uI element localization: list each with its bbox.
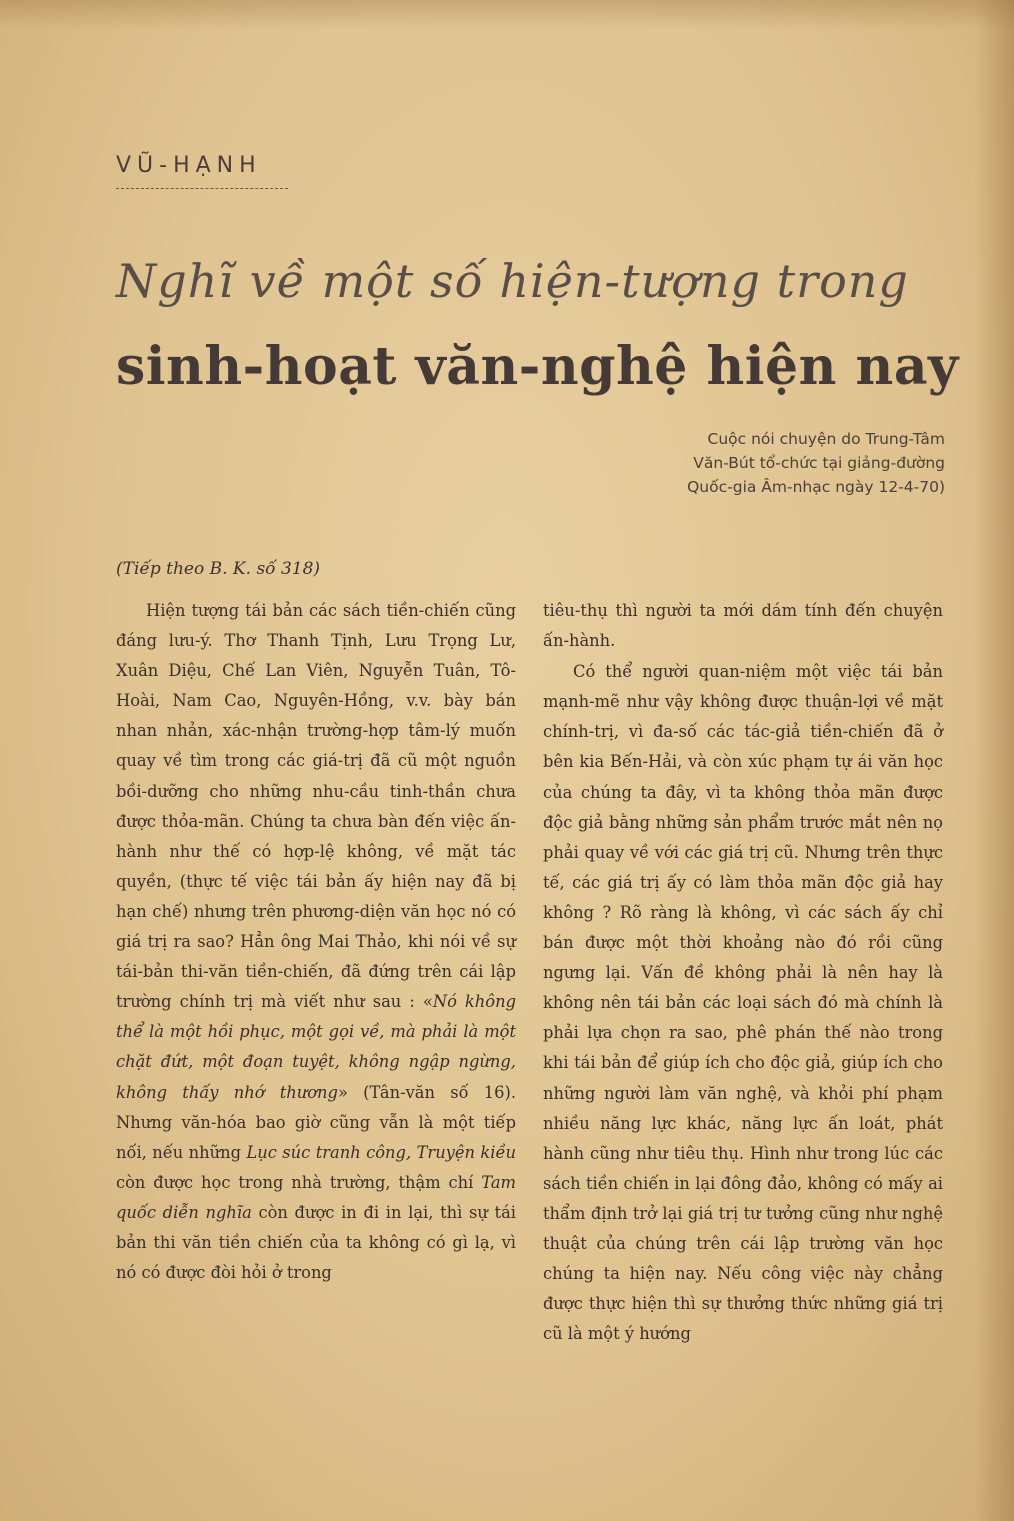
article-subtitle xyxy=(560,427,945,499)
book-title: Lục súc tranh công, Truyện kiều xyxy=(246,1142,516,1162)
subtitle-line-2: Văn-Bút tổ-chức tại giảng-đường xyxy=(693,454,945,472)
continued-from-note: (Tiếp theo B. K. số 318) xyxy=(116,559,321,579)
subtitle-line-1: Cuộc nói chuyện do Trung-Tâm xyxy=(707,430,945,448)
text-run: Hiện tượng tái bản các sách tiền-chiến cũng đáng lưu-ý. Thơ Thanh Tịnh, Lưu Trọng Lư, Xuân Diệu, Chế Lan Viên, Nguyễn Tuân, Tô-Hoài, Nam Cao, Nguyên-Hồng, v.v. bày bán nhan nhản, xác-nhận trường-hợp tâm-lý muốn quay về tìm trong các giá-trị đã cũ một nguồn bồi-dưỡng cho những nhu-cầu tinh-thần chưa được thỏa-mãn. Chúng ta chưa bàn đến việc ấn-hành như thế có hợp-lệ không, về mặt tác quyền, (thực tế việc tái bản ấy hiện nay đã bị hạn chế) nhưng trên phương-diện văn học nó có giá trị ra sao? Hẳn ông Mai Thảo, khi nói về sự tái-bản thi-văn tiền-chiến, đã đứng trên cái lập trường chính trị mà viết như sau : « xyxy=(116,601,516,1012)
author-underline xyxy=(116,188,288,189)
text-run: còn được in đi in lại, thì sự tái bản thi văn tiền chiến của ta không có gì lạ, vì nó có được đòi hỏi ở trong xyxy=(116,1202,516,1283)
left-text-column xyxy=(116,596,516,1288)
author-name: VŨ-HẠNH xyxy=(116,153,262,178)
subtitle-line-3: Quốc-gia Âm-nhạc ngày 12-4-70) xyxy=(687,478,945,496)
article-title-line-1: Nghĩ về một số hiện-tượng trong xyxy=(116,254,909,308)
right-paragraph-1: tiêu-thụ thì người ta mới dám tính đến chuyện ấn-hành. xyxy=(543,601,943,651)
right-paragraph-2: Có thể người quan-niệm một việc tái bản mạnh-mẽ như vậy không được thuận-lợi về mặt chính-trị, vì đa-số các tác-giả tiền-chiến đã ở bên kia Bến-Hải, và còn xúc phạm tự ái văn học của chúng ta đây, vì ta không thỏa mãn được độc giả bằng những sản phẩm trước mắt nên nọ phải quay về với các giá trị cũ. Nhưng trên thực tế, các giá trị ấy có làm thỏa mãn độc giả hay không ? Rõ ràng là không, vì các sách ấy chỉ bán được một thời khoảng nào đó rồi cũng ngưng lại. Vấn đề không phải là nên hay là không nên tái bản các loại sách đó mà chính là phải lựa chọn ra sao, phê phán thế nào trong khi tái bản để giúp ích cho độc giả, giúp ích cho những người làm văn nghệ, và khỏi phí phạm nhiều năng lực khác, năng lực ấn loát, phát hành cũng như tiêu thụ. Hình như trong lúc các sách tiền chiến in lại đông đảo, không có mấy ai thẩm định trở lại giá trị tư tưởng cũng như nghệ thuật của chúng trên cái lập trường văn học chúng ta hiện nay. Nếu công việc này chẳng được thực hiện thì sự thưởng thức những giá trị cũ là một ý hướng xyxy=(543,662,943,1344)
book-title: Tam quốc diễn nghĩa xyxy=(116,1172,516,1222)
left-paragraph-1 xyxy=(116,596,516,1288)
article-title-line-2: sinh-hoạt văn-nghệ hiện nay xyxy=(116,336,959,397)
right-text-column xyxy=(543,596,943,1349)
text-run: » (Tân-văn số 16). Nhưng văn-hóa bao giờ cũng vẫn là một tiếp nối, nếu những xyxy=(116,1082,517,1162)
page-edge-shadow xyxy=(974,0,1014,1521)
quote-text: Nó không thể là một hồi phục, một gọi về, mà phải là một chặt đứt, một đoạn tuyệt, không ngập ngừng, không thấy nhớ thương xyxy=(116,992,516,1102)
page-top-shadow xyxy=(0,0,1014,30)
text-run: còn được học trong nhà trường, thậm chí xyxy=(116,1172,482,1192)
